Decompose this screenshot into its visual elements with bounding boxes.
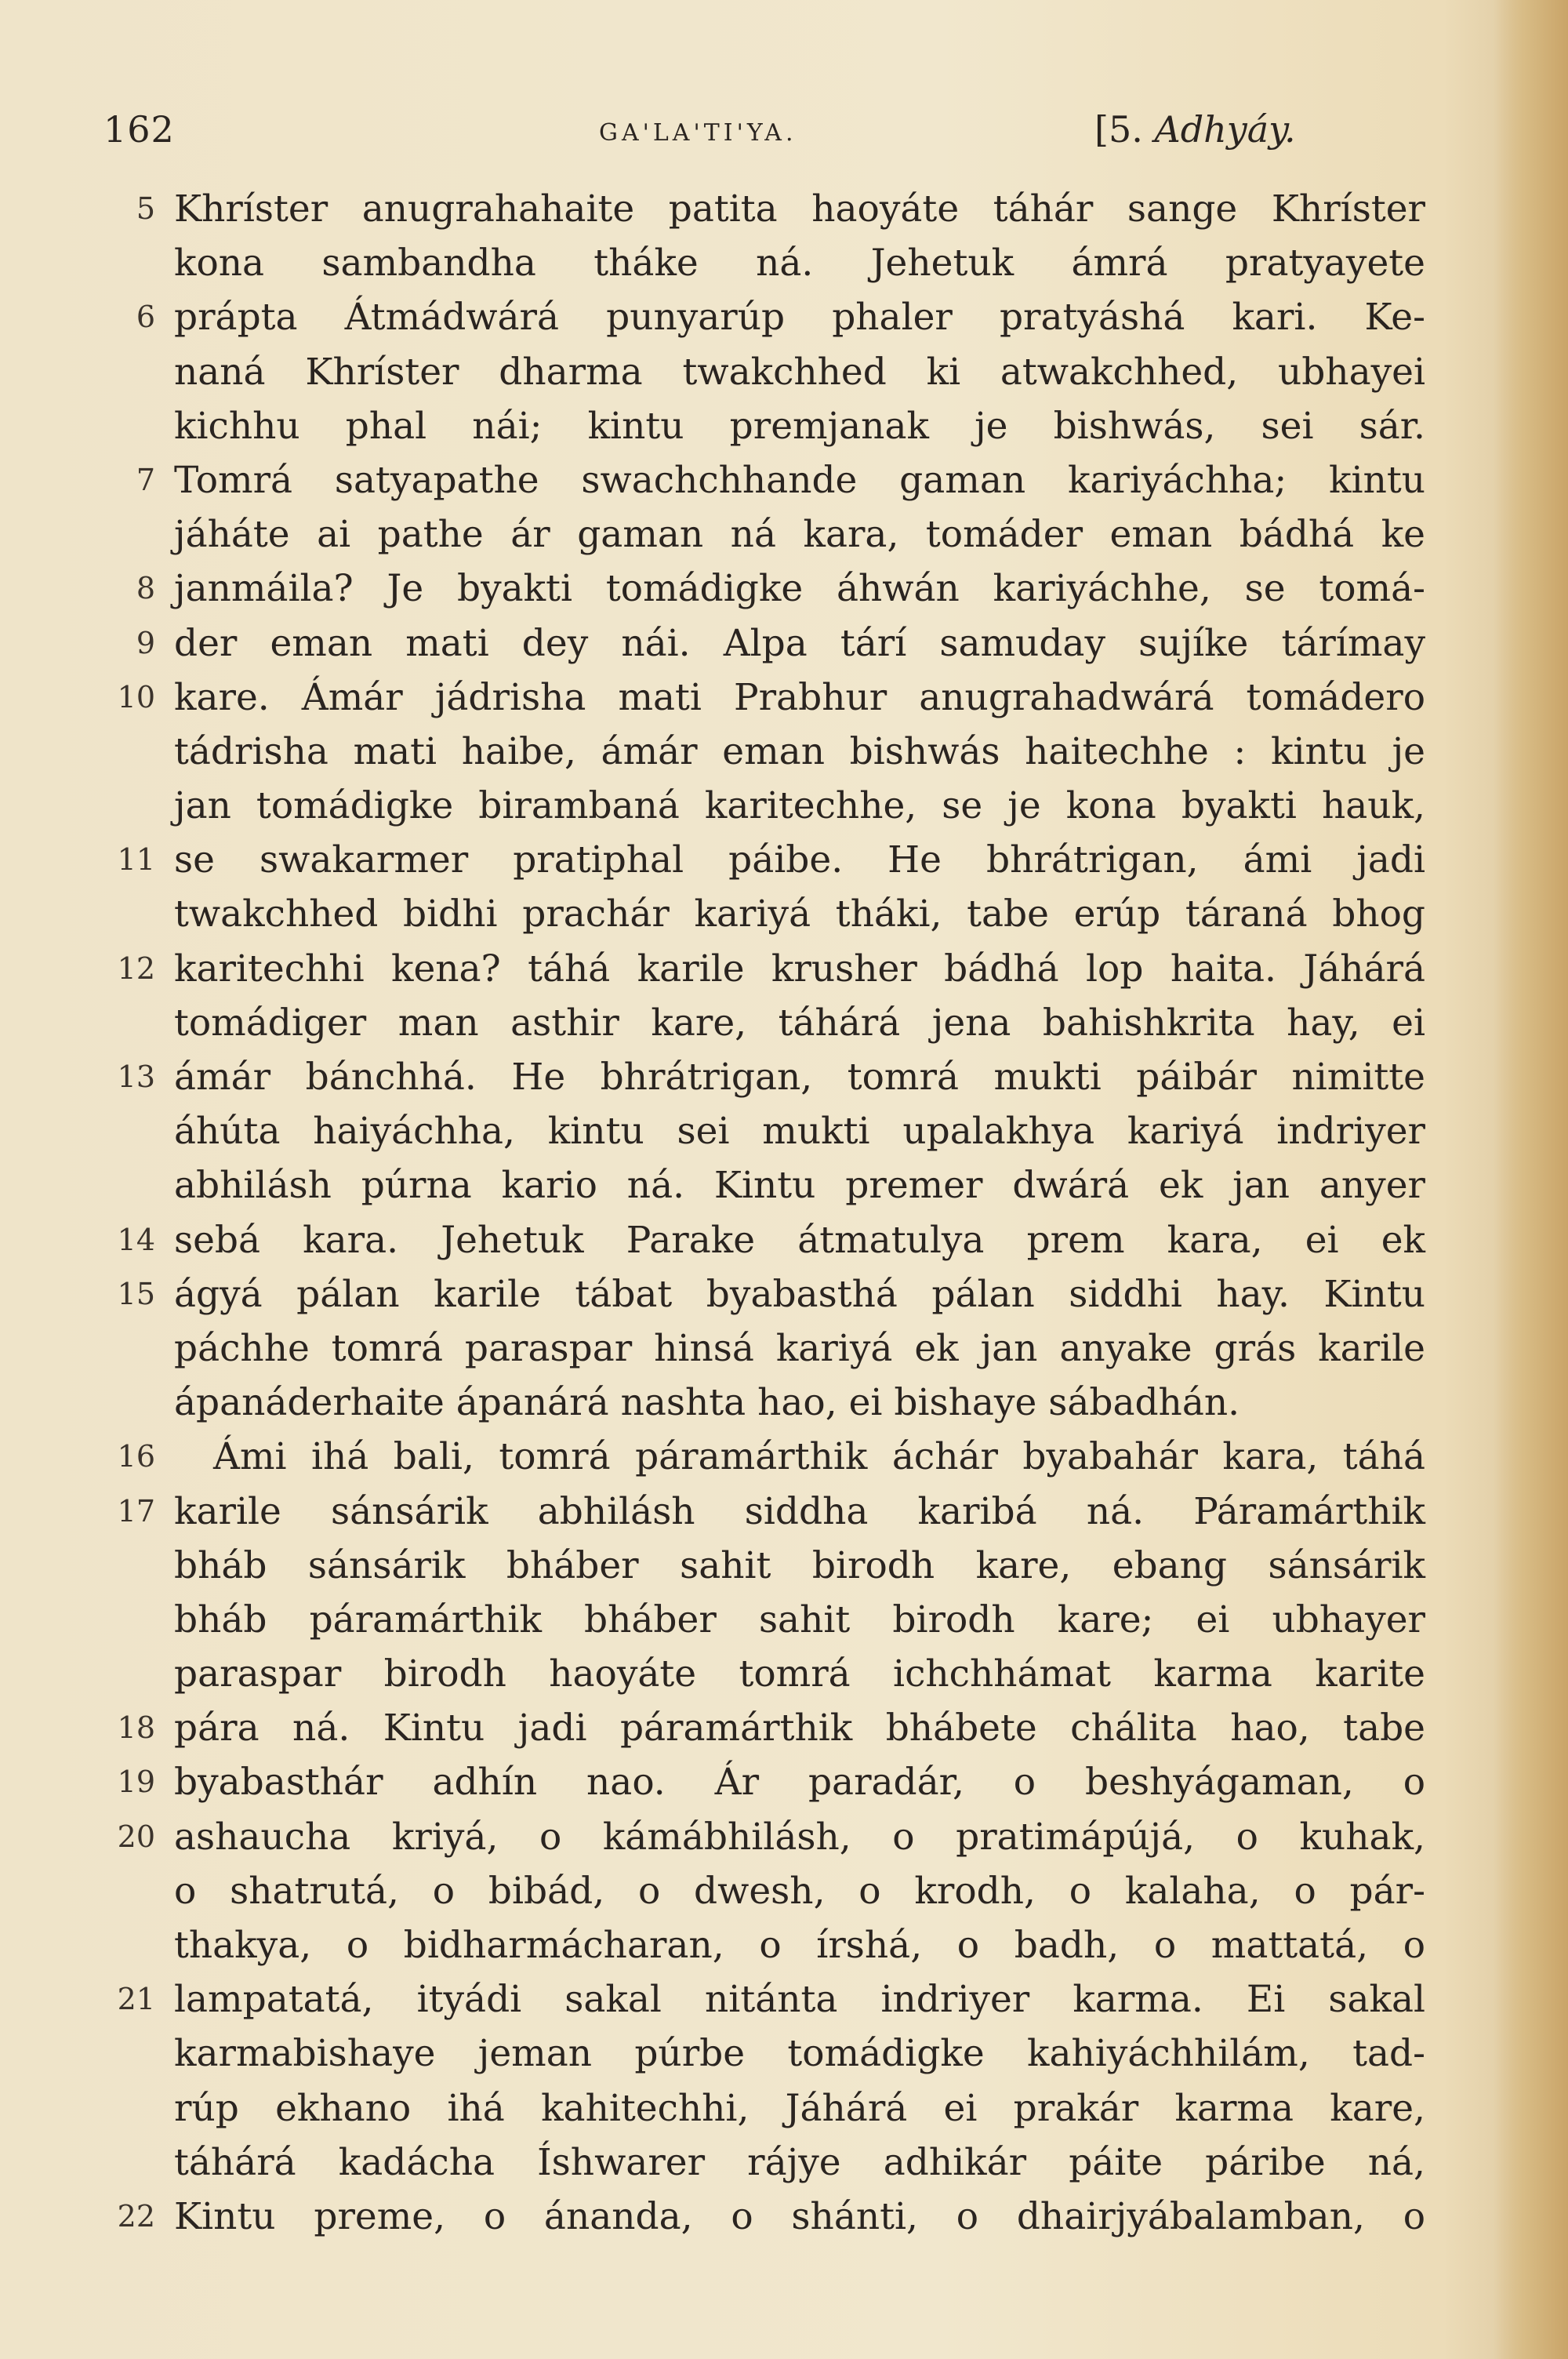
text-line bbox=[110, 1321, 1425, 1376]
text-line bbox=[110, 1376, 1333, 1430]
text-line bbox=[110, 2190, 1425, 2244]
verse-number: 12 bbox=[117, 951, 155, 986]
text-line bbox=[110, 2081, 1425, 2135]
text-line bbox=[110, 453, 1425, 507]
line-text: bháb páramárthik bháber sahit birodh kare; ei ubhayer bbox=[174, 1598, 1425, 1641]
verse-number: 17 bbox=[117, 1493, 155, 1528]
verse-number: 22 bbox=[117, 2198, 155, 2234]
verse-number: 19 bbox=[117, 1765, 155, 1800]
text-line bbox=[110, 2135, 1425, 2190]
text-line bbox=[110, 1539, 1425, 1593]
line-text: naná Khríster dharma twakchhed ki atwakchhed, ubhayei bbox=[174, 350, 1425, 394]
line-text: ámár bánchhá. He bhrátrigan, tomrá mukti páibár nimitte bbox=[174, 1056, 1425, 1099]
text-line bbox=[110, 1918, 1425, 1972]
page-number: 162 bbox=[103, 108, 175, 151]
line-text: jáháte ai pathe ár gaman ná kara, tomáder eman bádhá ke bbox=[174, 513, 1425, 557]
verse-number: 8 bbox=[136, 571, 155, 606]
text-line bbox=[110, 1485, 1425, 1539]
page-header bbox=[103, 108, 1327, 163]
line-text: paraspar birodh haoyáte tomrá ichchhámat karma karite bbox=[174, 1652, 1425, 1696]
text-line bbox=[110, 725, 1425, 779]
line-text: abhilásh púrna kario ná. Kintu premer dwárá ek jan anyer bbox=[174, 1164, 1425, 1208]
line-text: áhúta haiyáchha, kintu sei mukti upalakhya kariyá indriyer bbox=[174, 1110, 1425, 1154]
line-text: lampatatá, ityádi sakal nitánta indriyer karma. Ei sakal bbox=[174, 1978, 1425, 2022]
text-line bbox=[110, 182, 1425, 236]
text-line bbox=[110, 1701, 1425, 1755]
verse-number: 13 bbox=[117, 1060, 155, 1094]
text-line bbox=[110, 942, 1425, 996]
line-text: karmabishaye jeman púrbe tomádigke kahiyáchhilám, tad- bbox=[174, 2032, 1425, 2076]
verse-number: 18 bbox=[117, 1710, 155, 1746]
chapter-bracket: [5. bbox=[1094, 108, 1143, 151]
line-text: der eman mati dey nái. Alpa tárí samuday sujíke tárímay bbox=[174, 621, 1425, 665]
text-line bbox=[110, 1158, 1425, 1212]
text-line bbox=[110, 1267, 1425, 1321]
text-line bbox=[110, 1593, 1425, 1647]
line-text: pára ná. Kintu jadi páramárthik bhábete chálita hao, tabe bbox=[174, 1707, 1425, 1750]
running-title: GA'LA'TI'YA. bbox=[599, 119, 797, 147]
line-text: Tomrá satyapathe swachchhande gaman kariyáchha; kintu bbox=[174, 458, 1425, 502]
text-line bbox=[110, 1810, 1425, 1864]
verse-number: 14 bbox=[117, 1222, 155, 1257]
text-line bbox=[110, 290, 1425, 344]
verse-number: 16 bbox=[117, 1439, 155, 1474]
verse-number: 15 bbox=[117, 1276, 155, 1311]
line-text: karile sánsárik abhilásh siddha karibá ná. Páramárthik bbox=[174, 1489, 1425, 1533]
verse-number: 9 bbox=[136, 625, 155, 660]
line-text: kare. Ámár jádrisha mati Prabhur anugrahadwárá tomádero bbox=[174, 675, 1425, 719]
verse-number: 5 bbox=[136, 191, 155, 226]
text-line bbox=[110, 1864, 1425, 1918]
line-text: kona sambandha tháke ná. Jehetuk ámrá pratyayete bbox=[174, 242, 1425, 285]
text-line bbox=[110, 1647, 1425, 1701]
verse-number: 11 bbox=[117, 842, 155, 878]
line-text: Kintu preme, o ánanda, o shánti, o dhairjyábalamban, o bbox=[174, 2194, 1425, 2238]
line-text: se swakarmer pratiphal páibe. He bhrátrigan, ámi jadi bbox=[174, 838, 1425, 882]
text-line bbox=[110, 1972, 1425, 2026]
line-text: ápanáderhaite ápanárá nashta hao, ei bishaye sábadhán. bbox=[174, 1381, 1240, 1425]
body-text bbox=[110, 182, 1425, 2244]
verse-number: 7 bbox=[136, 462, 155, 497]
text-line bbox=[110, 887, 1425, 941]
line-text: páchhe tomrá paraspar hinsá kariyá ek jan anyake grás karile bbox=[174, 1326, 1425, 1370]
verse-number: 20 bbox=[117, 1819, 155, 1854]
line-text: janmáila? Je byakti tomádigke áhwán kariyáchhe, se tomá- bbox=[174, 567, 1425, 611]
text-line bbox=[110, 1050, 1425, 1104]
line-text: tomádiger man asthir kare, táhárá jena bahishkrita hay, ei bbox=[174, 1001, 1425, 1045]
line-text: táhárá kadácha Íshwarer rájye adhikár páite páribe ná, bbox=[174, 2140, 1425, 2184]
verse-number: 10 bbox=[117, 679, 155, 714]
page-edge-shadow bbox=[1494, 0, 1568, 2359]
chapter-word: Adhyáy. bbox=[1154, 108, 1296, 151]
chapter-reference bbox=[1094, 108, 1296, 151]
text-line bbox=[110, 1104, 1425, 1158]
text-line bbox=[110, 1755, 1425, 1809]
text-line bbox=[110, 1213, 1425, 1267]
text-line bbox=[110, 779, 1425, 833]
text-line bbox=[110, 996, 1425, 1050]
text-line bbox=[110, 399, 1425, 453]
line-text: bháb sánsárik bháber sahit birodh kare, ebang sánsárik bbox=[174, 1543, 1425, 1587]
text-line bbox=[110, 833, 1425, 887]
line-text: Ámi ihá bali, tomrá páramárthik áchár byabahár kara, táhá bbox=[213, 1435, 1425, 1479]
line-text: Khríster anugrahahaite patita haoyáte táhár sange Khríster bbox=[174, 187, 1425, 231]
text-line bbox=[110, 1430, 1425, 1484]
line-text: byabasthár adhín nao. Ár paradár, o beshyágaman, o bbox=[174, 1761, 1425, 1805]
line-text: tádrisha mati haibe, ámár eman bishwás haitechhe : kintu je bbox=[174, 729, 1425, 773]
line-text: o shatrutá, o bibád, o dwesh, o krodh, o kalaha, o pár- bbox=[174, 1869, 1425, 1913]
text-line bbox=[110, 671, 1425, 725]
line-text: rúp ekhano ihá kahitechhi, Jáhárá ei prakár karma kare, bbox=[174, 2086, 1425, 2130]
verse-number: 6 bbox=[136, 300, 155, 335]
line-text: prápta Átmádwárá punyarúp phaler pratyáshá kari. Ke- bbox=[174, 296, 1425, 340]
line-text: twakchhed bidhi prachár kariyá tháki, tabe erúp táraná bhog bbox=[174, 892, 1425, 936]
text-line bbox=[110, 562, 1425, 616]
line-text: sebá kara. Jehetuk Parake átmatulya prem kara, ei ek bbox=[174, 1218, 1425, 1262]
line-text: jan tomádigke birambaná karitechhe, se je kona byakti hauk, bbox=[174, 784, 1425, 828]
text-line bbox=[110, 236, 1425, 290]
verse-number: 21 bbox=[117, 1982, 155, 2017]
text-line bbox=[110, 507, 1425, 562]
line-text: kichhu phal nái; kintu premjanak je bishwás, sei sár. bbox=[174, 404, 1425, 448]
text-line bbox=[110, 616, 1425, 671]
line-text: ágyá pálan karile tábat byabasthá pálan siddhi hay. Kintu bbox=[174, 1272, 1425, 1316]
line-text: ashaucha kriyá, o kámábhilásh, o pratimápújá, o kuhak, bbox=[174, 1815, 1425, 1859]
line-text: karitechhi kena? táhá karile krusher bádhá lop haita. Jáhárá bbox=[174, 947, 1425, 990]
text-line bbox=[110, 2026, 1425, 2081]
line-text: thakya, o bidharmácharan, o írshá, o badh, o mattatá, o bbox=[174, 1924, 1425, 1967]
text-line bbox=[110, 345, 1425, 399]
